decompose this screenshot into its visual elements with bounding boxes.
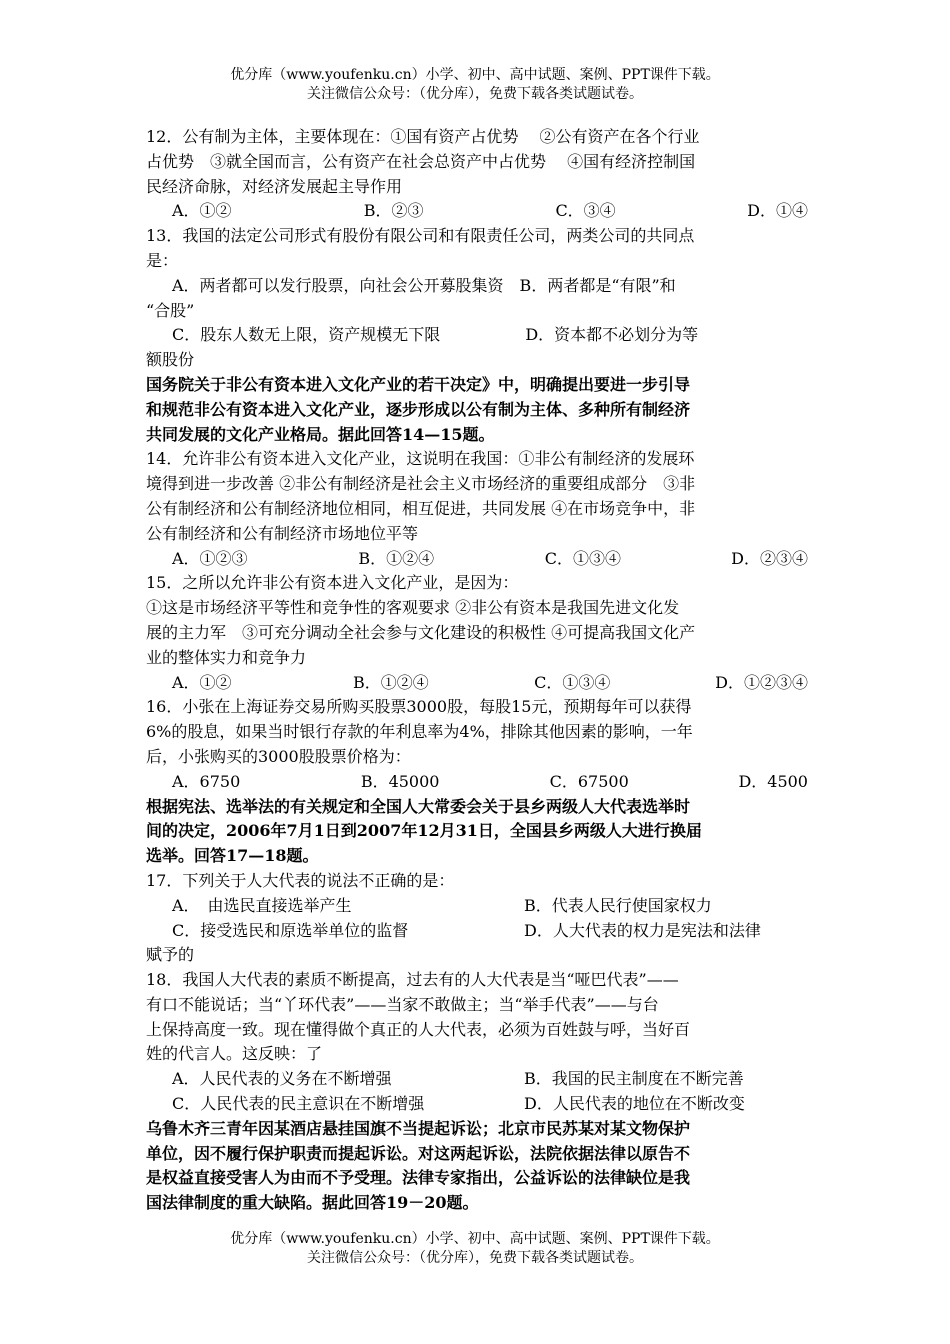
question-14 <box>146 447 808 571</box>
passage-line: 国务院关于非公有资本进入文化产业的若干决定》中，明确提出要进一步引导 <box>146 374 691 394</box>
question-18 <box>146 968 808 1117</box>
question-text: 展的主力军 ③可充分调动全社会参与文化建设的积极性 ④可提高我国文化产 <box>146 622 696 642</box>
question-text: 占优势 ③就全国而言，公有资产在社会总资产中占优势 ④国有经济控制国 <box>146 151 696 171</box>
question-text: 姓的代言人。这反映：了 <box>146 1044 323 1064</box>
option-b: B．代表人民行使国家权力 <box>524 895 712 915</box>
passage-17-18 <box>146 795 808 869</box>
question-16 <box>146 695 808 794</box>
options-row <box>146 199 808 224</box>
question-text: 13．我国的法定公司形式有股份有限公司和有限责任公司，两类公司的共同点 <box>146 226 695 246</box>
passage-line: 国法律制度的重大缺陷。据此回答19－20题。 <box>146 1193 479 1213</box>
options-row <box>146 894 808 919</box>
option-line: “合股” <box>146 300 195 320</box>
option-d: D．①④ <box>747 201 808 221</box>
passage-line: 和规范非公有资本进入文化产业，逐步形成以公有制为主体、多种所有制经济 <box>146 399 691 419</box>
options-row <box>146 547 808 572</box>
question-text: 6%的股息，如果当时银行存款的年利息率为4%，排除其他因素的影响，一年 <box>146 722 693 742</box>
page-footer <box>0 1230 950 1268</box>
question-12 <box>146 125 808 224</box>
question-text: 16．小张在上海证券交易所购买股票3000股，每股15元，预期每年可以获得 <box>146 697 692 717</box>
passage-19-20 <box>146 1117 808 1216</box>
passage-line: 乌鲁木齐三青年因某酒店悬挂国旗不当提起诉讼；北京市民苏某对某文物保护 <box>146 1118 691 1138</box>
option-a: A．人民代表的义务在不断增强 <box>172 1069 392 1089</box>
option-d: D．②③④ <box>731 548 809 568</box>
option-line: A．两者都可以发行股票，向社会公开募股集资 B．两者都是“有限”和 <box>172 275 676 295</box>
options-row <box>146 671 808 696</box>
option-d: D．4500 <box>738 771 808 791</box>
exam-content <box>146 125 808 1216</box>
question-17 <box>146 869 808 968</box>
option-b: B．②③ <box>363 201 424 221</box>
option-continuation: 赋予的 <box>146 945 195 965</box>
question-15 <box>146 571 808 695</box>
options-row <box>146 919 808 944</box>
option-a: A．①②③ <box>172 548 248 568</box>
passage-14-15 <box>146 373 808 447</box>
question-13 <box>146 224 808 373</box>
option-b: B．45000 <box>360 771 440 791</box>
question-text: 后，小张购买的3000股股票价格为： <box>146 746 411 766</box>
passage-line: 选举。回答17—18题。 <box>146 846 319 866</box>
page-header <box>0 66 950 104</box>
passage-line: 间的决定，2006年7月1日到2007年12月31日，全国县乡两级人大进行换届 <box>146 821 702 841</box>
header-line-1: 优分库（www.youfenku.cn）小学、初中、高中试题、案例、PPT课件下载。 <box>230 67 720 83</box>
option-c: C．③④ <box>555 201 616 221</box>
option-b: B．①②④ <box>353 672 429 692</box>
question-text: 境得到进一步改善 ②非公有制经济是社会主义市场经济的重要组成部分 ③非 <box>146 474 696 494</box>
question-text: 上保持高度一致。现在懂得做个真正的人大代表，必须为百姓鼓与呼，当好百 <box>146 1019 691 1039</box>
question-text: 有口不能说话；当“丫环代表”——当家不敢做主；当“举手代表”——与台 <box>146 994 659 1014</box>
option-a: A．①② <box>172 201 232 221</box>
passage-line: 是权益直接受害人为由而不予受理。法律专家指出，公益诉讼的法律缺位是我 <box>146 1168 691 1188</box>
options-row <box>146 1067 808 1092</box>
options-row <box>146 770 808 795</box>
question-text: 公有制经济和公有制经济地位相同，相互促进，共同发展 ④在市场竞争中，非 <box>146 498 696 518</box>
question-text: 18．我国人大代表的素质不断提高，过去有的人大代表是当“哑巴代表”—— <box>146 970 679 990</box>
passage-line: 单位，因不履行保护职责而提起诉讼。对这两起诉讼，法院依据法律以原告不 <box>146 1143 691 1163</box>
footer-line-1: 优分库（www.youfenku.cn）小学、初中、高中试题、案例、PPT课件下载。 <box>230 1231 720 1247</box>
question-text: 17．下列关于人大代表的说法不正确的是： <box>146 870 455 890</box>
option-a: A． 由选民直接选举产生 <box>172 895 352 915</box>
option-a: A．①② <box>172 672 232 692</box>
option-d: D．①②③④ <box>715 672 808 692</box>
question-text: 民经济命脉，对经济发展起主导作用 <box>146 176 403 196</box>
option-d: D．人大代表的权力是宪法和法律 <box>524 920 761 940</box>
question-text: 公有制经济和公有制经济市场地位平等 <box>146 523 419 543</box>
option-c: C．人民代表的民主意识在不断增强 <box>172 1094 425 1114</box>
option-c: C．接受选民和原选举单位的监督 <box>172 920 409 940</box>
option-c: C．①③④ <box>534 672 611 692</box>
option-d: D．人民代表的地位在不断改变 <box>524 1094 745 1114</box>
options-row <box>146 1092 808 1117</box>
question-text: 业的整体实力和竞争力 <box>146 647 307 667</box>
question-text: 12．公有制为主体，主要体现在：①国有资产占优势 ②公有资产在各个行业 <box>146 127 700 146</box>
option-c: C．①③④ <box>544 548 622 568</box>
option-line: C．股东人数无上限，资产规模无下限 D．资本都不必划分为等 <box>172 325 699 345</box>
option-b: B．①②④ <box>358 548 435 568</box>
footer-line-2: 关注微信公众号：（优分库），免费下载各类试题试卷。 <box>307 1250 643 1266</box>
option-b: B．我国的民主制度在不断完善 <box>524 1069 744 1089</box>
question-text: 是： <box>146 250 179 270</box>
passage-line: 根据宪法、选举法的有关规定和全国人大常委会关于县乡两级人大代表选举时 <box>146 796 691 816</box>
question-text: 15．之所以允许非公有资本进入文化产业，是因为： <box>146 573 519 593</box>
question-text: ①这是市场经济平等性和竞争性的客观要求 ②非公有资本是我国先进文化发 <box>146 598 680 618</box>
question-text: 14．允许非公有资本进入文化产业，这说明在我国：①非公有制经济的发展环 <box>146 449 695 469</box>
header-line-2: 关注微信公众号：（优分库），免费下载各类试题试卷。 <box>307 86 643 102</box>
option-a: A．6750 <box>172 771 241 791</box>
passage-line: 共同发展的文化产业格局。据此回答14—15题。 <box>146 424 495 444</box>
option-line: 额股份 <box>146 350 195 370</box>
option-c: C．67500 <box>549 771 629 791</box>
